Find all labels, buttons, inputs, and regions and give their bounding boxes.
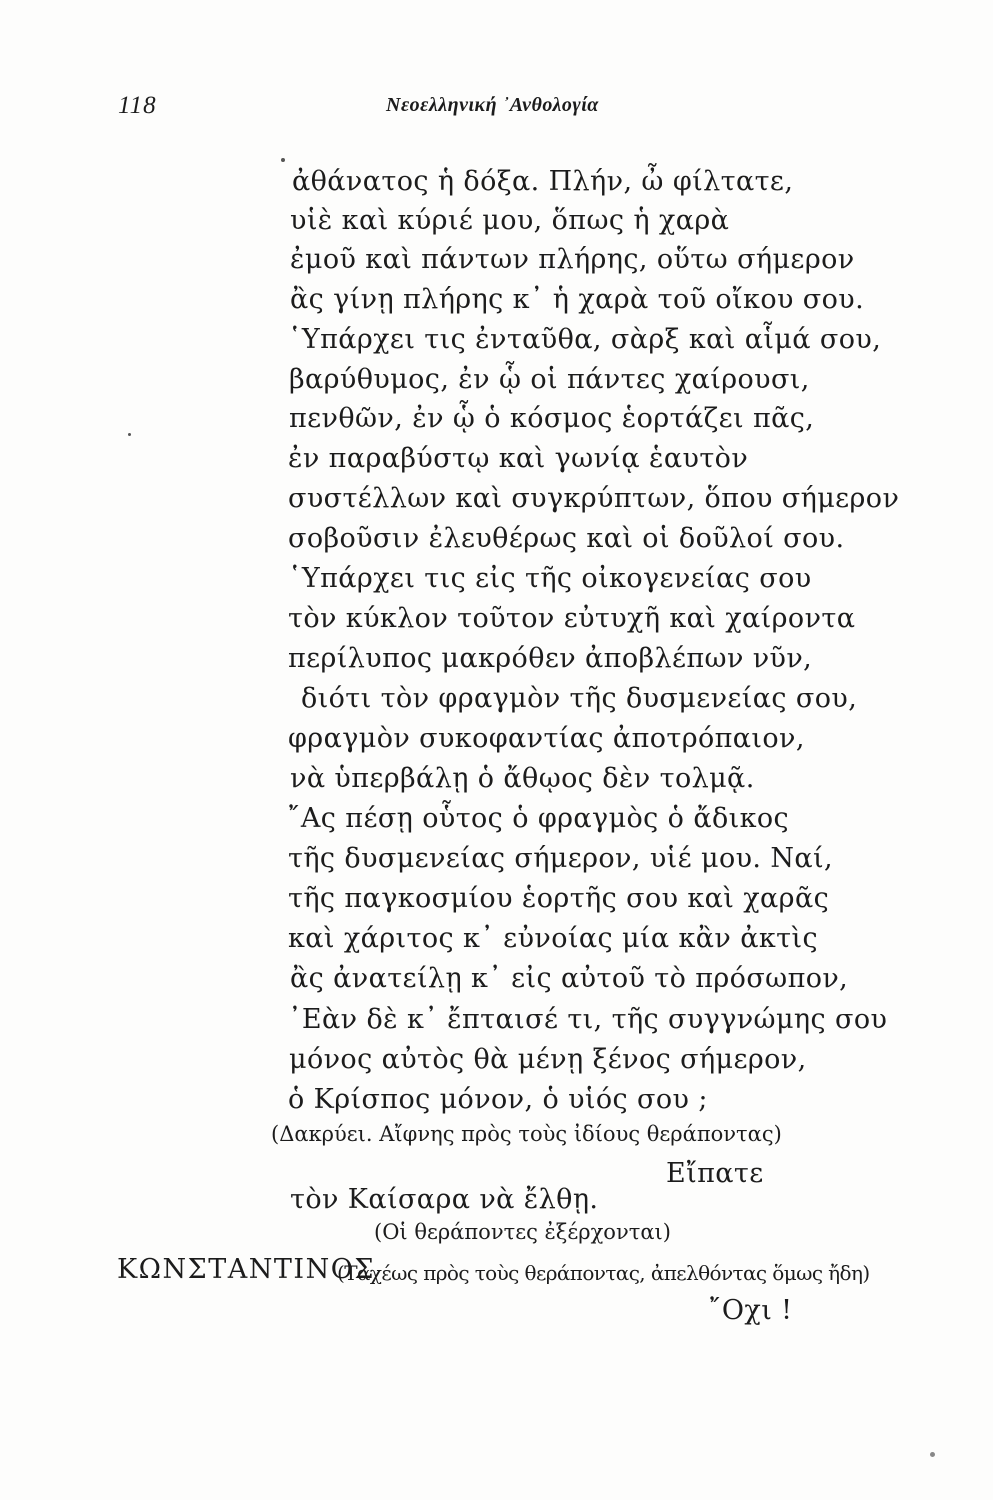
verse-line: περίλυπος μακρόθεν ἀποβλέπων νῦν, bbox=[288, 643, 813, 674]
verse-line: τῆς παγκοσμίου ἑορτῆς σου καὶ χαρᾶς bbox=[288, 883, 830, 914]
speaker-direction: (Ταχέως πρὸς τοὺς θεράποντας, ἀπελθόντας ὅμως ἤδη) bbox=[337, 1261, 870, 1285]
verse-line: ἀθάνατος ἡ δόξα. Πλήν, ὦ φίλτατε, bbox=[292, 166, 794, 197]
verse-line: τὸν κύκλον τοῦτον εὐτυχῆ καὶ χαίροντα bbox=[288, 603, 856, 634]
page-header bbox=[118, 92, 718, 128]
verse-line: σοβοῦσιν ἐλευθέρως καὶ οἱ δοῦλοί σου. bbox=[288, 523, 845, 554]
verse-line: ῾Υπάρχει τις εἰς τῆς οἰκογενείας σου bbox=[288, 563, 812, 594]
verse-line: μόνος αὐτὸς θὰ μένῃ ξένος σήμερον, bbox=[289, 1044, 807, 1075]
verse-line: καὶ χάριτος κ᾿ εὐνοίας μία κἂν ἀκτὶς bbox=[288, 923, 818, 954]
verse-line: ὁ Κρίσπος μόνον, ὁ υἱός σου ; bbox=[288, 1084, 708, 1115]
verse-line: φραγμὸν συκοφαντίας ἀποτρόπαιον, bbox=[288, 723, 805, 754]
verse-line: ῎Ας πέσῃ οὗτος ὁ φραγμὸς ὁ ἄδικος bbox=[287, 803, 790, 834]
ink-speck bbox=[281, 158, 285, 162]
stage-direction-exit: (Οἱ θεράποντες ἐξέρχονται) bbox=[374, 1220, 671, 1244]
verse-line: τῆς δυσμενείας σήμερον, υἱέ μου. Ναί, bbox=[288, 843, 834, 874]
verse-line: ἂς γίνῃ πλήρης κ᾿ ἡ χαρὰ τοῦ οἴκου σου. bbox=[290, 284, 865, 315]
verse-line-kaisara: τὸν Καίσαρα νὰ ἔλθῃ. bbox=[290, 1184, 599, 1215]
verse-line: νὰ ὑπερβάλῃ ὁ ἄθῳος δὲν τολμᾷ. bbox=[290, 763, 755, 794]
verse-line: βαρύθυμος, ἐν ᾧ οἱ πάντες χαίρουσι, bbox=[289, 364, 810, 395]
verse-line: συστέλλων καὶ συγκρύπτων, ὅπου σήμερον bbox=[288, 483, 900, 514]
stage-direction: (Δακρύει. Αἴφνης πρὸς τοὺς ἰδίους θεράποντας) bbox=[271, 1122, 782, 1146]
final-line: ῎Οχι ! bbox=[708, 1295, 793, 1326]
speaker-name: ΚΩΝΣΤΑΝΤΙΝΟΣ bbox=[117, 1254, 375, 1285]
verse-line: ῾Υπάρχει τις ἐνταῦθα, σὰρξ καὶ αἷμά σου, bbox=[288, 324, 882, 355]
ink-speck bbox=[930, 1452, 935, 1457]
ink-speck bbox=[128, 433, 131, 436]
verse-line: ἐμοῦ καὶ πάντων πλήρης, οὕτω σήμερον bbox=[290, 244, 855, 275]
verse-line: διότι τὸν φραγμὸν τῆς δυσμενείας σου, bbox=[301, 683, 858, 714]
verse-line: ἐν παραβύστῳ καὶ γωνίᾳ ἑαυτὸν bbox=[288, 443, 749, 474]
verse-line: υἱὲ καὶ κύριέ μου, ὅπως ἡ χαρὰ bbox=[290, 205, 730, 236]
page-number: 118 bbox=[118, 92, 157, 119]
verse-line-eipate: Εἴπατε bbox=[666, 1158, 764, 1189]
verse-line: ἂς ἀνατείλῃ κ᾿ εἰς αὐτοῦ τὸ πρόσωπον, bbox=[290, 963, 849, 994]
verse-line: ᾿Εὰν δὲ κ᾿ ἔπταισέ τι, τῆς συγγνώμης σου bbox=[288, 1004, 888, 1035]
verse-line: πενθῶν, ἐν ᾧ ὁ κόσμος ἑορτάζει πᾶς, bbox=[289, 403, 815, 434]
running-title: Νεοελληνική ᾿Ανθολογία bbox=[386, 94, 599, 116]
